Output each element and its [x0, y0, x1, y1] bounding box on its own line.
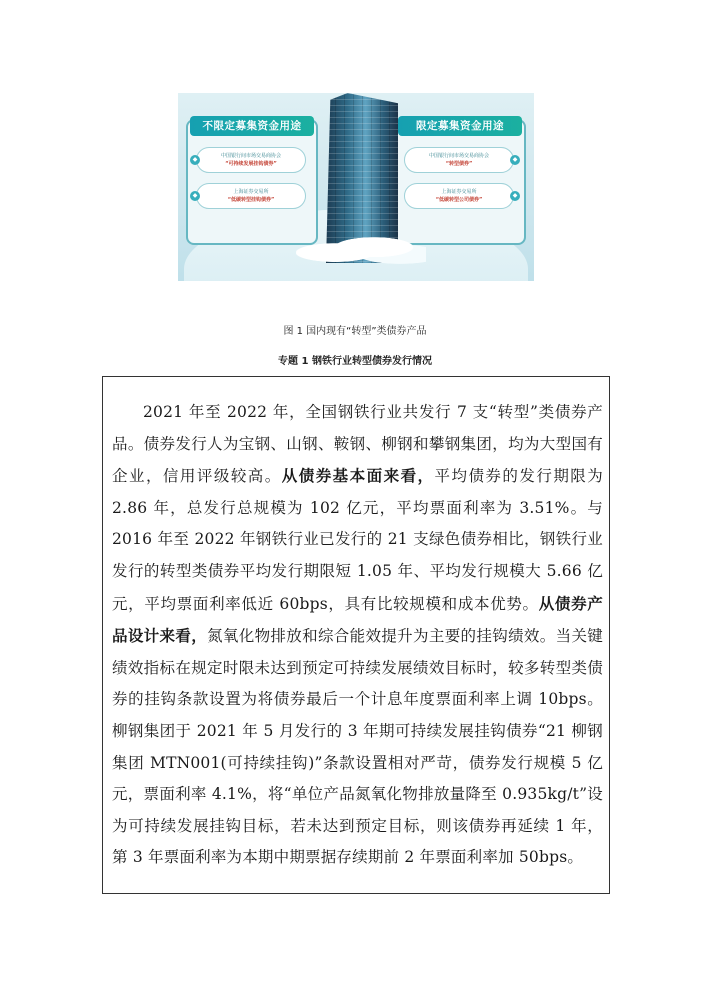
exchange-icon: ◆ [190, 191, 200, 201]
right-item-1-org: 中国银行间市场交易商协会 [428, 153, 489, 159]
left-panel [186, 119, 318, 245]
right-item-2 [404, 183, 514, 209]
left-item-1-org: 中国银行间市场交易商协会 [220, 153, 281, 159]
left-item-2-org: 上海证券交易所 [233, 189, 269, 195]
bank-icon: ◆ [510, 155, 520, 165]
left-item-2-product: “低碳转型挂钩债券” [227, 197, 275, 203]
left-item-2 [196, 183, 306, 209]
bank-icon: ◆ [190, 155, 200, 165]
box-title: 专题 1 钢铁行业转型债券发行情况 [278, 356, 432, 367]
para-bold-2: 从债券产品设计来看， [112, 593, 603, 646]
case-study-paragraph [112, 397, 603, 874]
figure-caption: 图 1 国内现有“转型”类债券产品 [283, 326, 427, 337]
para-segment-3: 氮氧化物排放和综合能效提升为主要的挂钩绩效。当关键绩效指标在规定时限未达到预定可持续发展绩效目标时，较多转型类债券的挂钩条款设置为将债券最后一个计息年度票面利率上调 10bps。柳钢集团于 2021 年 5 月发行的 3 年期可持续发展挂钩债券“21 柳钢集团 MTN001(可持续挂钩)”条款设置相对严苛，债券发行规模 5 亿元，票面利率 4.1%，将“单位产品氮氧化物排放量降至 0.935kg/t”设为可持续发展挂钩目标，若未达到预定目标，则该债券再延续 1 年，第 3 年票面利率为本期中期票据存续期前 2 年票面利率加 50bps。 [112, 627, 603, 867]
transition-bond-figure [178, 93, 534, 281]
right-item-2-org: 上海证券交易所 [441, 189, 477, 195]
case-study-box [102, 376, 610, 894]
exchange-icon: ◆ [510, 191, 520, 201]
left-item-1 [196, 147, 306, 173]
right-title: 限定募集资金用途 [398, 116, 522, 136]
right-item-2-product: “低碳转型公司债券” [435, 197, 483, 203]
para-segment-1: 2021 年至 2022 年，全国钢铁行业共发行 7 支“转型”类债券产品。债券发行人为宝钢、山钢、鞍钢、柳钢和攀钢集团，均为大型国有企业，信用评级较高。 [112, 403, 603, 486]
left-item-1-product: “可持续发展挂钩债券” [225, 161, 277, 167]
para-bold-1: 从债券基本面来看， [281, 466, 435, 486]
cloud-illustration [296, 231, 426, 267]
para-segment-2: 平均债券的发行期限为 2.86 年，总发行总规模为 102 亿元，平均票面利率为 3.51%。与 2016 年至 2022 年钢铁行业已发行的 21 支绿色债券相比，钢铁行业发行的转型类债券平均发行期限短 1.05 年、平均发行规模大 5.66 亿元，平均票面利率低近 60bps，具有比较规模和成本优势。 [112, 467, 603, 613]
right-item-1-product: “转型债券” [445, 161, 473, 167]
right-panel [394, 119, 526, 245]
right-item-1 [404, 147, 514, 173]
left-title: 不限定募集资金用途 [190, 116, 314, 136]
